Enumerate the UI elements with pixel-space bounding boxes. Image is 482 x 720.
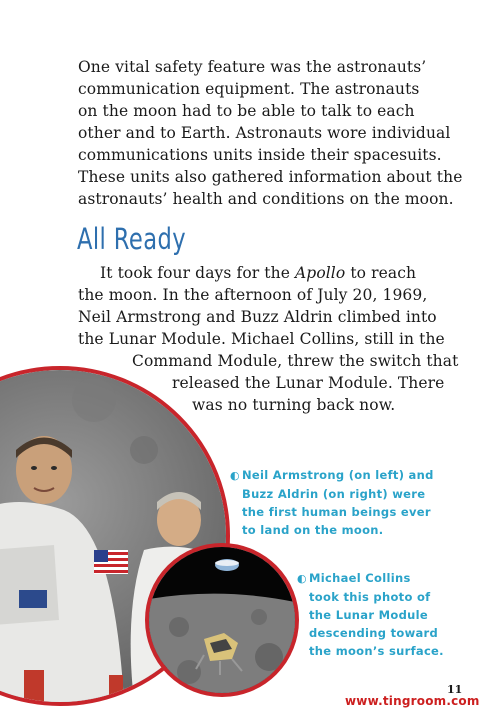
text-line: Command Module, threw the switch that <box>132 352 459 370</box>
text-line: on the moon had to be able to talk to each <box>78 102 415 120</box>
text-line: These units also gathered information about the <box>78 168 463 186</box>
caption-text: Michael Collins <box>309 571 411 585</box>
moon-crescent-icon: ◐ <box>230 469 240 482</box>
text-line: other and to Earth. Astronauts wore individual <box>78 124 451 142</box>
section-heading: All Ready <box>77 222 186 256</box>
caption-line: the first human beings ever <box>242 505 431 519</box>
lunar-module-illustration <box>149 547 295 693</box>
page-number: 11 <box>447 683 463 696</box>
caption-line: Buzz Aldrin (on right) were <box>242 487 426 501</box>
caption-text: Neil Armstrong (on left) and <box>242 468 434 482</box>
text-line: communication equipment. The astronauts <box>78 80 420 98</box>
moon-crescent-icon: ◐ <box>297 572 307 585</box>
intro-paragraph <box>78 56 462 210</box>
text-line: was no turning back now. <box>192 396 396 414</box>
lunar-module-photo <box>145 543 299 697</box>
text-line <box>78 262 458 284</box>
caption-line <box>297 569 444 588</box>
watermark: www.tingroom.com <box>345 694 480 708</box>
italic-title: Apollo <box>295 264 346 282</box>
caption-line: took this photo of <box>309 590 431 604</box>
caption-line: to land on the moon. <box>242 523 384 537</box>
caption-line: the Lunar Module <box>309 608 428 622</box>
caption-line: the moon’s surface. <box>309 644 444 658</box>
caption-line: descending toward <box>309 626 439 640</box>
text-line: One vital safety feature was the astronauts’ <box>78 58 427 76</box>
astronauts-caption <box>230 466 434 539</box>
text-line: communications units inside their spacesuits. <box>78 146 442 164</box>
lunar-module-caption <box>297 569 444 660</box>
text-run: It took four days for the <box>100 264 295 282</box>
text-line: the moon. In the afternoon of July 20, 1969, <box>78 286 428 304</box>
text-run: to reach <box>345 264 417 282</box>
caption-line <box>230 466 434 485</box>
text-line: astronauts’ health and conditions on the moon. <box>78 190 454 208</box>
text-line: released the Lunar Module. There <box>172 374 445 392</box>
text-line: Neil Armstrong and Buzz Aldrin climbed into <box>78 308 437 326</box>
text-line: the Lunar Module. Michael Collins, still in the <box>78 330 445 348</box>
